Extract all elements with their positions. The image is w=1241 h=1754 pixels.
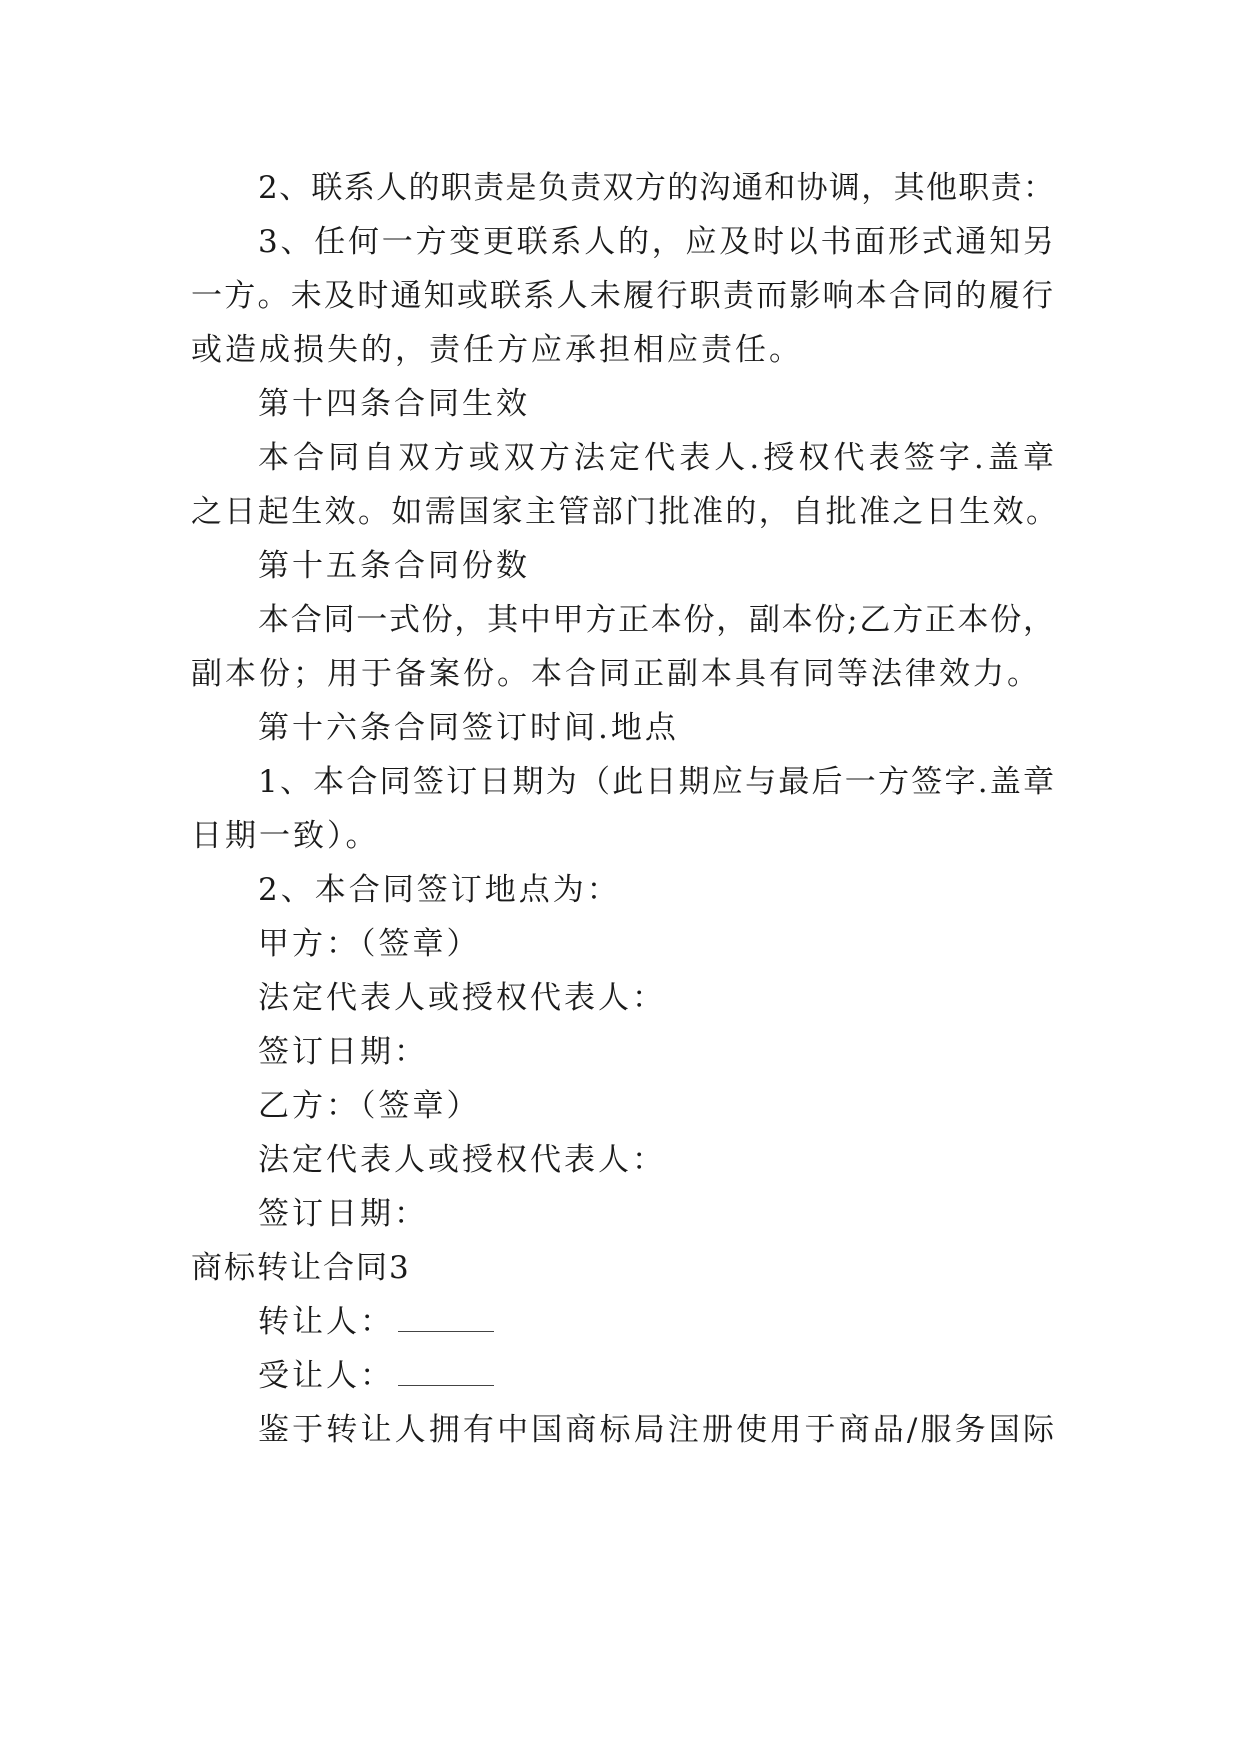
transferee-line [258, 1356, 494, 1396]
paragraph-line: 3、任何一方变更联系人的，应及时以书面形式通知另 [258, 224, 1054, 260]
transferee-label: 受让人： [258, 1358, 394, 1394]
section-heading: 第十六条合同签订时间.地点 [258, 710, 679, 746]
paragraph-line: 一方。未及时通知或联系人未履行职责而影响本合同的履行 [191, 278, 1053, 314]
transferee-blank [398, 1359, 494, 1386]
paragraph-line: 本合同一式份，其中甲方正本份，副本份;乙方正本份， [258, 602, 1054, 638]
signature-date-b: 签订日期： [258, 1196, 428, 1232]
paragraph-line: 副本份；用于备案份。本合同正副本具有同等法律效力。 [191, 656, 1041, 692]
transferor-line [258, 1302, 494, 1342]
signature-party-b: 乙方：（签章） [258, 1088, 481, 1124]
paragraph-line: 之日起生效。如需国家主管部门批准的，自批准之日生效。 [191, 494, 1057, 530]
signature-representative-b: 法定代表人或授权代表人： [258, 1142, 666, 1178]
signature-representative-a: 法定代表人或授权代表人： [258, 980, 666, 1016]
paragraph-line: 日期一致）。 [191, 818, 380, 854]
document-title: 商标转让合同3 [191, 1250, 411, 1286]
paragraph-line: 1、本合同签订日期为（此日期应与最后一方签字.盖章 [258, 764, 1054, 800]
paragraph-line: 2、联系人的职责是负责双方的沟通和协调，其他职责： [258, 170, 1054, 206]
paragraph-line: 本合同自双方或双方法定代表人.授权代表签字.盖章 [258, 440, 1054, 476]
section-heading: 第十四条合同生效 [258, 386, 530, 422]
signature-party-a: 甲方：（签章） [258, 926, 481, 962]
paragraph-line: 2、本合同签订地点为： [258, 872, 621, 908]
paragraph-line: 鉴于转让人拥有中国商标局注册使用于商品/服务国际 [258, 1412, 1054, 1448]
section-heading: 第十五条合同份数 [258, 548, 530, 584]
signature-date-a: 签订日期： [258, 1034, 428, 1070]
transferor-label: 转让人： [258, 1304, 394, 1340]
paragraph-line: 或造成损失的，责任方应承担相应责任。 [191, 332, 803, 368]
transferor-blank [398, 1305, 494, 1332]
